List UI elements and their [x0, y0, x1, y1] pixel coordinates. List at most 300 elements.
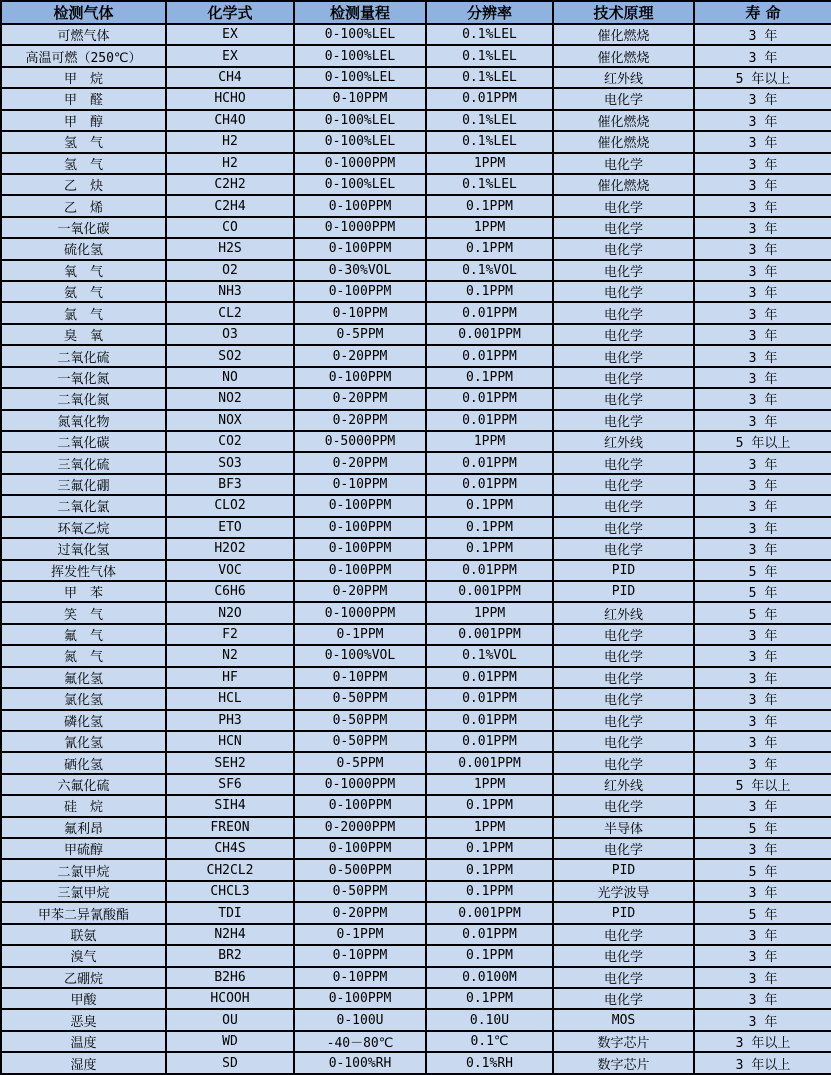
- table-row: [1, 110, 831, 131]
- resolution-cell: 0.01PPM: [426, 302, 553, 323]
- life-cell: 5 年以上: [694, 67, 831, 88]
- formula-cell: OU: [166, 1009, 294, 1030]
- life-cell: 5 年以上: [694, 431, 831, 452]
- range-cell: 0-100%LEL: [294, 174, 426, 195]
- col-header-formula: 化学式: [166, 1, 294, 24]
- range-cell: 0-500PPM: [294, 859, 426, 880]
- gas-cell: 联氨: [1, 924, 166, 945]
- gas-cell: 挥发性气体: [1, 560, 166, 581]
- table-row: [1, 924, 831, 945]
- range-cell: 0-20PPM: [294, 902, 426, 923]
- principle-cell: 电化学: [553, 345, 694, 366]
- principle-cell: 电化学: [553, 988, 694, 1009]
- formula-cell: NOX: [166, 410, 294, 431]
- gas-cell: 甲 苯: [1, 581, 166, 602]
- gas-cell: 乙 炔: [1, 174, 166, 195]
- life-cell: 3 年: [694, 324, 831, 345]
- range-cell: 0-1PPM: [294, 624, 426, 645]
- life-cell: 3 年: [694, 881, 831, 902]
- resolution-cell: 0.01PPM: [426, 667, 553, 688]
- life-cell: 3 年以上: [694, 1052, 831, 1074]
- formula-cell: H2S: [166, 238, 294, 259]
- resolution-cell: 0.1PPM: [426, 945, 553, 966]
- resolution-cell: 1PPM: [426, 602, 553, 623]
- gas-cell: 二氧化硫: [1, 345, 166, 366]
- formula-cell: H2O2: [166, 538, 294, 559]
- principle-cell: 催化燃烧: [553, 24, 694, 45]
- gas-cell: 氢 气: [1, 153, 166, 174]
- principle-cell: 电化学: [553, 731, 694, 752]
- gas-cell: 氮 气: [1, 645, 166, 666]
- life-cell: 5 年: [694, 859, 831, 880]
- col-header-principle: 技术原理: [553, 1, 694, 24]
- gas-cell: 乙硼烷: [1, 967, 166, 988]
- resolution-cell: 0.1PPM: [426, 367, 553, 388]
- formula-cell: SD: [166, 1052, 294, 1074]
- range-cell: 0-100PPM: [294, 517, 426, 538]
- resolution-cell: 0.01PPM: [426, 924, 553, 945]
- range-cell: 0-100%VOL: [294, 645, 426, 666]
- table-row: [1, 731, 831, 752]
- table-row: [1, 260, 831, 281]
- resolution-cell: 0.10U: [426, 1009, 553, 1030]
- table-row: [1, 817, 831, 838]
- range-cell: 0-100PPM: [294, 281, 426, 302]
- gas-cell: 二氧化碳: [1, 431, 166, 452]
- principle-cell: 催化燃烧: [553, 110, 694, 131]
- table-row: [1, 902, 831, 923]
- resolution-cell: 0.1PPM: [426, 838, 553, 859]
- principle-cell: 电化学: [553, 474, 694, 495]
- life-cell: 3 年: [694, 410, 831, 431]
- gas-cell: 甲酸: [1, 988, 166, 1009]
- gas-cell: 甲苯二异氰酸酯: [1, 902, 166, 923]
- table-row: [1, 410, 831, 431]
- formula-cell: C2H2: [166, 174, 294, 195]
- range-cell: 0-50PPM: [294, 710, 426, 731]
- gas-cell: 甲 醛: [1, 88, 166, 109]
- resolution-cell: 0.1%LEL: [426, 174, 553, 195]
- range-cell: 0-100PPM: [294, 495, 426, 516]
- col-header-life: 寿 命: [694, 1, 831, 24]
- resolution-cell: 0.1%VOL: [426, 645, 553, 666]
- table-row: [1, 688, 831, 709]
- resolution-cell: 1PPM: [426, 431, 553, 452]
- life-cell: 3 年: [694, 474, 831, 495]
- formula-cell: HF: [166, 667, 294, 688]
- table-header: [1, 1, 831, 24]
- range-cell: 0-100PPM: [294, 795, 426, 816]
- life-cell: 3 年: [694, 710, 831, 731]
- table-row: [1, 88, 831, 109]
- range-cell: -40－80℃: [294, 1031, 426, 1052]
- table-row: [1, 774, 831, 795]
- principle-cell: 电化学: [553, 410, 694, 431]
- principle-cell: 电化学: [553, 238, 694, 259]
- resolution-cell: 0.1%LEL: [426, 110, 553, 131]
- principle-cell: 催化燃烧: [553, 45, 694, 66]
- col-header-range: 检测量程: [294, 1, 426, 24]
- resolution-cell: 0.1%VOL: [426, 260, 553, 281]
- formula-cell: NO2: [166, 388, 294, 409]
- table-row: [1, 645, 831, 666]
- life-cell: 3 年: [694, 45, 831, 66]
- life-cell: 5 年: [694, 581, 831, 602]
- resolution-cell: 0.1%LEL: [426, 24, 553, 45]
- principle-cell: 电化学: [553, 495, 694, 516]
- formula-cell: SO2: [166, 345, 294, 366]
- table-row: [1, 538, 831, 559]
- resolution-cell: 0.01PPM: [426, 731, 553, 752]
- formula-cell: CHCL3: [166, 881, 294, 902]
- range-cell: 0-1000PPM: [294, 602, 426, 623]
- formula-cell: SIH4: [166, 795, 294, 816]
- range-cell: 0-100PPM: [294, 238, 426, 259]
- formula-cell: O2: [166, 260, 294, 281]
- principle-cell: 电化学: [553, 538, 694, 559]
- table-row: [1, 474, 831, 495]
- gas-cell: 甲 烷: [1, 67, 166, 88]
- gas-cell: 氯 气: [1, 302, 166, 323]
- formula-cell: VOC: [166, 560, 294, 581]
- table-row: [1, 452, 831, 473]
- formula-cell: O3: [166, 324, 294, 345]
- range-cell: 0-100PPM: [294, 367, 426, 388]
- table-row: [1, 217, 831, 238]
- range-cell: 0-100%LEL: [294, 131, 426, 152]
- principle-cell: 电化学: [553, 517, 694, 538]
- table-row: [1, 581, 831, 602]
- formula-cell: C6H6: [166, 581, 294, 602]
- col-header-resolution: 分辨率: [426, 1, 553, 24]
- life-cell: 3 年: [694, 495, 831, 516]
- gas-cell: 三氟化硼: [1, 474, 166, 495]
- gas-cell: 恶臭: [1, 1009, 166, 1030]
- resolution-cell: 0.1PPM: [426, 988, 553, 1009]
- life-cell: 3 年: [694, 624, 831, 645]
- gas-cell: 氟利昂: [1, 817, 166, 838]
- resolution-cell: 0.1PPM: [426, 517, 553, 538]
- life-cell: 3 年: [694, 945, 831, 966]
- range-cell: 0-100PPM: [294, 195, 426, 216]
- life-cell: 3 年: [694, 731, 831, 752]
- formula-cell: CO2: [166, 431, 294, 452]
- range-cell: 0-100%LEL: [294, 110, 426, 131]
- formula-cell: N2O: [166, 602, 294, 623]
- formula-cell: CO: [166, 217, 294, 238]
- principle-cell: 电化学: [553, 367, 694, 388]
- formula-cell: BF3: [166, 474, 294, 495]
- resolution-cell: 0.001PPM: [426, 752, 553, 773]
- principle-cell: 电化学: [553, 924, 694, 945]
- table-row: [1, 795, 831, 816]
- range-cell: 0-20PPM: [294, 581, 426, 602]
- table-row: [1, 602, 831, 623]
- range-cell: 0-100%LEL: [294, 67, 426, 88]
- range-cell: 0-50PPM: [294, 731, 426, 752]
- resolution-cell: 0.01PPM: [426, 474, 553, 495]
- col-header-gas: 检测气体: [1, 1, 166, 24]
- table-row: [1, 517, 831, 538]
- gas-cell: 二氧化氮: [1, 388, 166, 409]
- resolution-cell: 0.01PPM: [426, 710, 553, 731]
- gas-cell: 氧 气: [1, 260, 166, 281]
- formula-cell: HCOOH: [166, 988, 294, 1009]
- formula-cell: CL2: [166, 302, 294, 323]
- range-cell: 0-10PPM: [294, 474, 426, 495]
- formula-cell: PH3: [166, 710, 294, 731]
- gas-cell: 溴气: [1, 945, 166, 966]
- range-cell: 0-1000PPM: [294, 153, 426, 174]
- gas-cell: 氮氧化物: [1, 410, 166, 431]
- principle-cell: 数字芯片: [553, 1052, 694, 1074]
- resolution-cell: 0.01PPM: [426, 388, 553, 409]
- gas-cell: 环氧乙烷: [1, 517, 166, 538]
- life-cell: 3 年: [694, 1009, 831, 1030]
- life-cell: 3 年: [694, 538, 831, 559]
- life-cell: 5 年: [694, 902, 831, 923]
- life-cell: 3 年: [694, 688, 831, 709]
- resolution-cell: 0.1PPM: [426, 238, 553, 259]
- formula-cell: TDI: [166, 902, 294, 923]
- range-cell: 0-100PPM: [294, 988, 426, 1009]
- life-cell: 3 年: [694, 517, 831, 538]
- life-cell: 3 年: [694, 195, 831, 216]
- resolution-cell: 0.1PPM: [426, 281, 553, 302]
- resolution-cell: 0.01PPM: [426, 560, 553, 581]
- life-cell: 3 年: [694, 281, 831, 302]
- formula-cell: H2: [166, 153, 294, 174]
- formula-cell: CH4: [166, 67, 294, 88]
- principle-cell: 电化学: [553, 260, 694, 281]
- life-cell: 3 年: [694, 88, 831, 109]
- principle-cell: 电化学: [553, 153, 694, 174]
- life-cell: 3 年: [694, 838, 831, 859]
- table-body: [1, 24, 831, 1074]
- range-cell: 0-1PPM: [294, 924, 426, 945]
- resolution-cell: 0.1PPM: [426, 795, 553, 816]
- table-row: [1, 710, 831, 731]
- life-cell: 3 年: [694, 345, 831, 366]
- gas-cell: 甲硫醇: [1, 838, 166, 859]
- principle-cell: 红外线: [553, 431, 694, 452]
- resolution-cell: 0.1PPM: [426, 195, 553, 216]
- table-row: [1, 560, 831, 581]
- table-row: [1, 1009, 831, 1030]
- life-cell: 5 年: [694, 602, 831, 623]
- life-cell: 3 年: [694, 988, 831, 1009]
- principle-cell: PID: [553, 560, 694, 581]
- principle-cell: 半导体: [553, 817, 694, 838]
- principle-cell: 电化学: [553, 667, 694, 688]
- gas-cell: 硅 烷: [1, 795, 166, 816]
- table-row: [1, 495, 831, 516]
- resolution-cell: 0.1%LEL: [426, 131, 553, 152]
- gas-cell: 氢 气: [1, 131, 166, 152]
- principle-cell: 催化燃烧: [553, 174, 694, 195]
- life-cell: 3 年: [694, 967, 831, 988]
- resolution-cell: 0.001PPM: [426, 581, 553, 602]
- life-cell: 3 年: [694, 260, 831, 281]
- principle-cell: 电化学: [553, 195, 694, 216]
- principle-cell: PID: [553, 902, 694, 923]
- gas-cell: 过氧化氢: [1, 538, 166, 559]
- gas-cell: 一氧化氮: [1, 367, 166, 388]
- range-cell: 0-5PPM: [294, 324, 426, 345]
- life-cell: 3 年: [694, 924, 831, 945]
- life-cell: 3 年: [694, 131, 831, 152]
- principle-cell: 红外线: [553, 67, 694, 88]
- resolution-cell: 1PPM: [426, 153, 553, 174]
- table-row: [1, 345, 831, 366]
- resolution-cell: 0.01PPM: [426, 88, 553, 109]
- range-cell: 0-20PPM: [294, 452, 426, 473]
- table-row: [1, 967, 831, 988]
- resolution-cell: 0.001PPM: [426, 624, 553, 645]
- life-cell: 3 年以上: [694, 1031, 831, 1052]
- principle-cell: 电化学: [553, 752, 694, 773]
- table-row: [1, 1031, 831, 1052]
- principle-cell: 电化学: [553, 967, 694, 988]
- range-cell: 0-100PPM: [294, 538, 426, 559]
- life-cell: 3 年: [694, 110, 831, 131]
- range-cell: 0-100PPM: [294, 838, 426, 859]
- formula-cell: CLO2: [166, 495, 294, 516]
- table-row: [1, 624, 831, 645]
- range-cell: 0-20PPM: [294, 345, 426, 366]
- resolution-cell: 0.01PPM: [426, 688, 553, 709]
- life-cell: 3 年: [694, 452, 831, 473]
- gas-cell: 二氯甲烷: [1, 859, 166, 880]
- range-cell: 0-10PPM: [294, 667, 426, 688]
- table-row: [1, 388, 831, 409]
- principle-cell: 红外线: [553, 602, 694, 623]
- life-cell: 3 年: [694, 645, 831, 666]
- principle-cell: 电化学: [553, 645, 694, 666]
- gas-cell: 六氟化硫: [1, 774, 166, 795]
- resolution-cell: 0.0100M: [426, 967, 553, 988]
- formula-cell: SO3: [166, 452, 294, 473]
- gas-cell: 乙 烯: [1, 195, 166, 216]
- life-cell: 3 年: [694, 752, 831, 773]
- formula-cell: FREON: [166, 817, 294, 838]
- range-cell: 0-100U: [294, 1009, 426, 1030]
- formula-cell: N2H4: [166, 924, 294, 945]
- principle-cell: 电化学: [553, 217, 694, 238]
- formula-cell: C2H4: [166, 195, 294, 216]
- range-cell: 0-50PPM: [294, 881, 426, 902]
- resolution-cell: 0.1PPM: [426, 538, 553, 559]
- gas-cell: 三氯甲烷: [1, 881, 166, 902]
- range-cell: 0-100%LEL: [294, 45, 426, 66]
- gas-cell: 硒化氢: [1, 752, 166, 773]
- range-cell: 0-50PPM: [294, 688, 426, 709]
- gas-cell: 氯化氢: [1, 688, 166, 709]
- formula-cell: HCL: [166, 688, 294, 709]
- table-row: [1, 131, 831, 152]
- table-row: [1, 859, 831, 880]
- principle-cell: 电化学: [553, 452, 694, 473]
- table-row: [1, 367, 831, 388]
- formula-cell: F2: [166, 624, 294, 645]
- life-cell: 5 年以上: [694, 774, 831, 795]
- resolution-cell: 0.01PPM: [426, 345, 553, 366]
- formula-cell: H2: [166, 131, 294, 152]
- table-row: [1, 281, 831, 302]
- range-cell: 0-10PPM: [294, 88, 426, 109]
- formula-cell: SEH2: [166, 752, 294, 773]
- life-cell: 3 年: [694, 217, 831, 238]
- table-row: [1, 667, 831, 688]
- gas-cell: 硫化氢: [1, 238, 166, 259]
- formula-cell: B2H6: [166, 967, 294, 988]
- life-cell: 3 年: [694, 388, 831, 409]
- life-cell: 3 年: [694, 24, 831, 45]
- gas-cell: 氨 气: [1, 281, 166, 302]
- range-cell: 0-10PPM: [294, 967, 426, 988]
- table-row: [1, 838, 831, 859]
- gas-cell: 高温可燃（250℃）: [1, 45, 166, 66]
- resolution-cell: 0.001PPM: [426, 324, 553, 345]
- gas-cell: 三氧化硫: [1, 452, 166, 473]
- gas-cell: 臭 氧: [1, 324, 166, 345]
- principle-cell: 电化学: [553, 688, 694, 709]
- range-cell: 0-2000PPM: [294, 817, 426, 838]
- formula-cell: CH2CL2: [166, 859, 294, 880]
- life-cell: 3 年: [694, 795, 831, 816]
- life-cell: 3 年: [694, 238, 831, 259]
- resolution-cell: 0.1PPM: [426, 859, 553, 880]
- table-row: [1, 67, 831, 88]
- range-cell: 0-10PPM: [294, 302, 426, 323]
- life-cell: 5 年: [694, 817, 831, 838]
- formula-cell: EX: [166, 45, 294, 66]
- principle-cell: 数字芯片: [553, 1031, 694, 1052]
- principle-cell: 红外线: [553, 774, 694, 795]
- resolution-cell: 0.1%LEL: [426, 67, 553, 88]
- formula-cell: NO: [166, 367, 294, 388]
- table-row: [1, 324, 831, 345]
- header-row: [1, 1, 831, 24]
- formula-cell: BR2: [166, 945, 294, 966]
- principle-cell: 电化学: [553, 324, 694, 345]
- gas-cell: 氟化氢: [1, 667, 166, 688]
- formula-cell: EX: [166, 24, 294, 45]
- table-row: [1, 153, 831, 174]
- formula-cell: WD: [166, 1031, 294, 1052]
- table-row: [1, 1052, 831, 1074]
- gas-cell: 湿度: [1, 1052, 166, 1074]
- gas-cell: 笑 气: [1, 602, 166, 623]
- gas-cell: 温度: [1, 1031, 166, 1052]
- gas-cell: 一氧化碳: [1, 217, 166, 238]
- resolution-cell: 1PPM: [426, 217, 553, 238]
- table-row: [1, 174, 831, 195]
- principle-cell: 催化燃烧: [553, 131, 694, 152]
- resolution-cell: 0.1PPM: [426, 495, 553, 516]
- principle-cell: PID: [553, 859, 694, 880]
- resolution-cell: 0.1%RH: [426, 1052, 553, 1074]
- principle-cell: 电化学: [553, 88, 694, 109]
- gas-cell: 甲 醇: [1, 110, 166, 131]
- table-row: [1, 195, 831, 216]
- range-cell: 0-100%LEL: [294, 24, 426, 45]
- resolution-cell: 0.1%LEL: [426, 45, 553, 66]
- resolution-cell: 0.01PPM: [426, 452, 553, 473]
- life-cell: 5 年: [694, 560, 831, 581]
- life-cell: 3 年: [694, 174, 831, 195]
- principle-cell: 电化学: [553, 302, 694, 323]
